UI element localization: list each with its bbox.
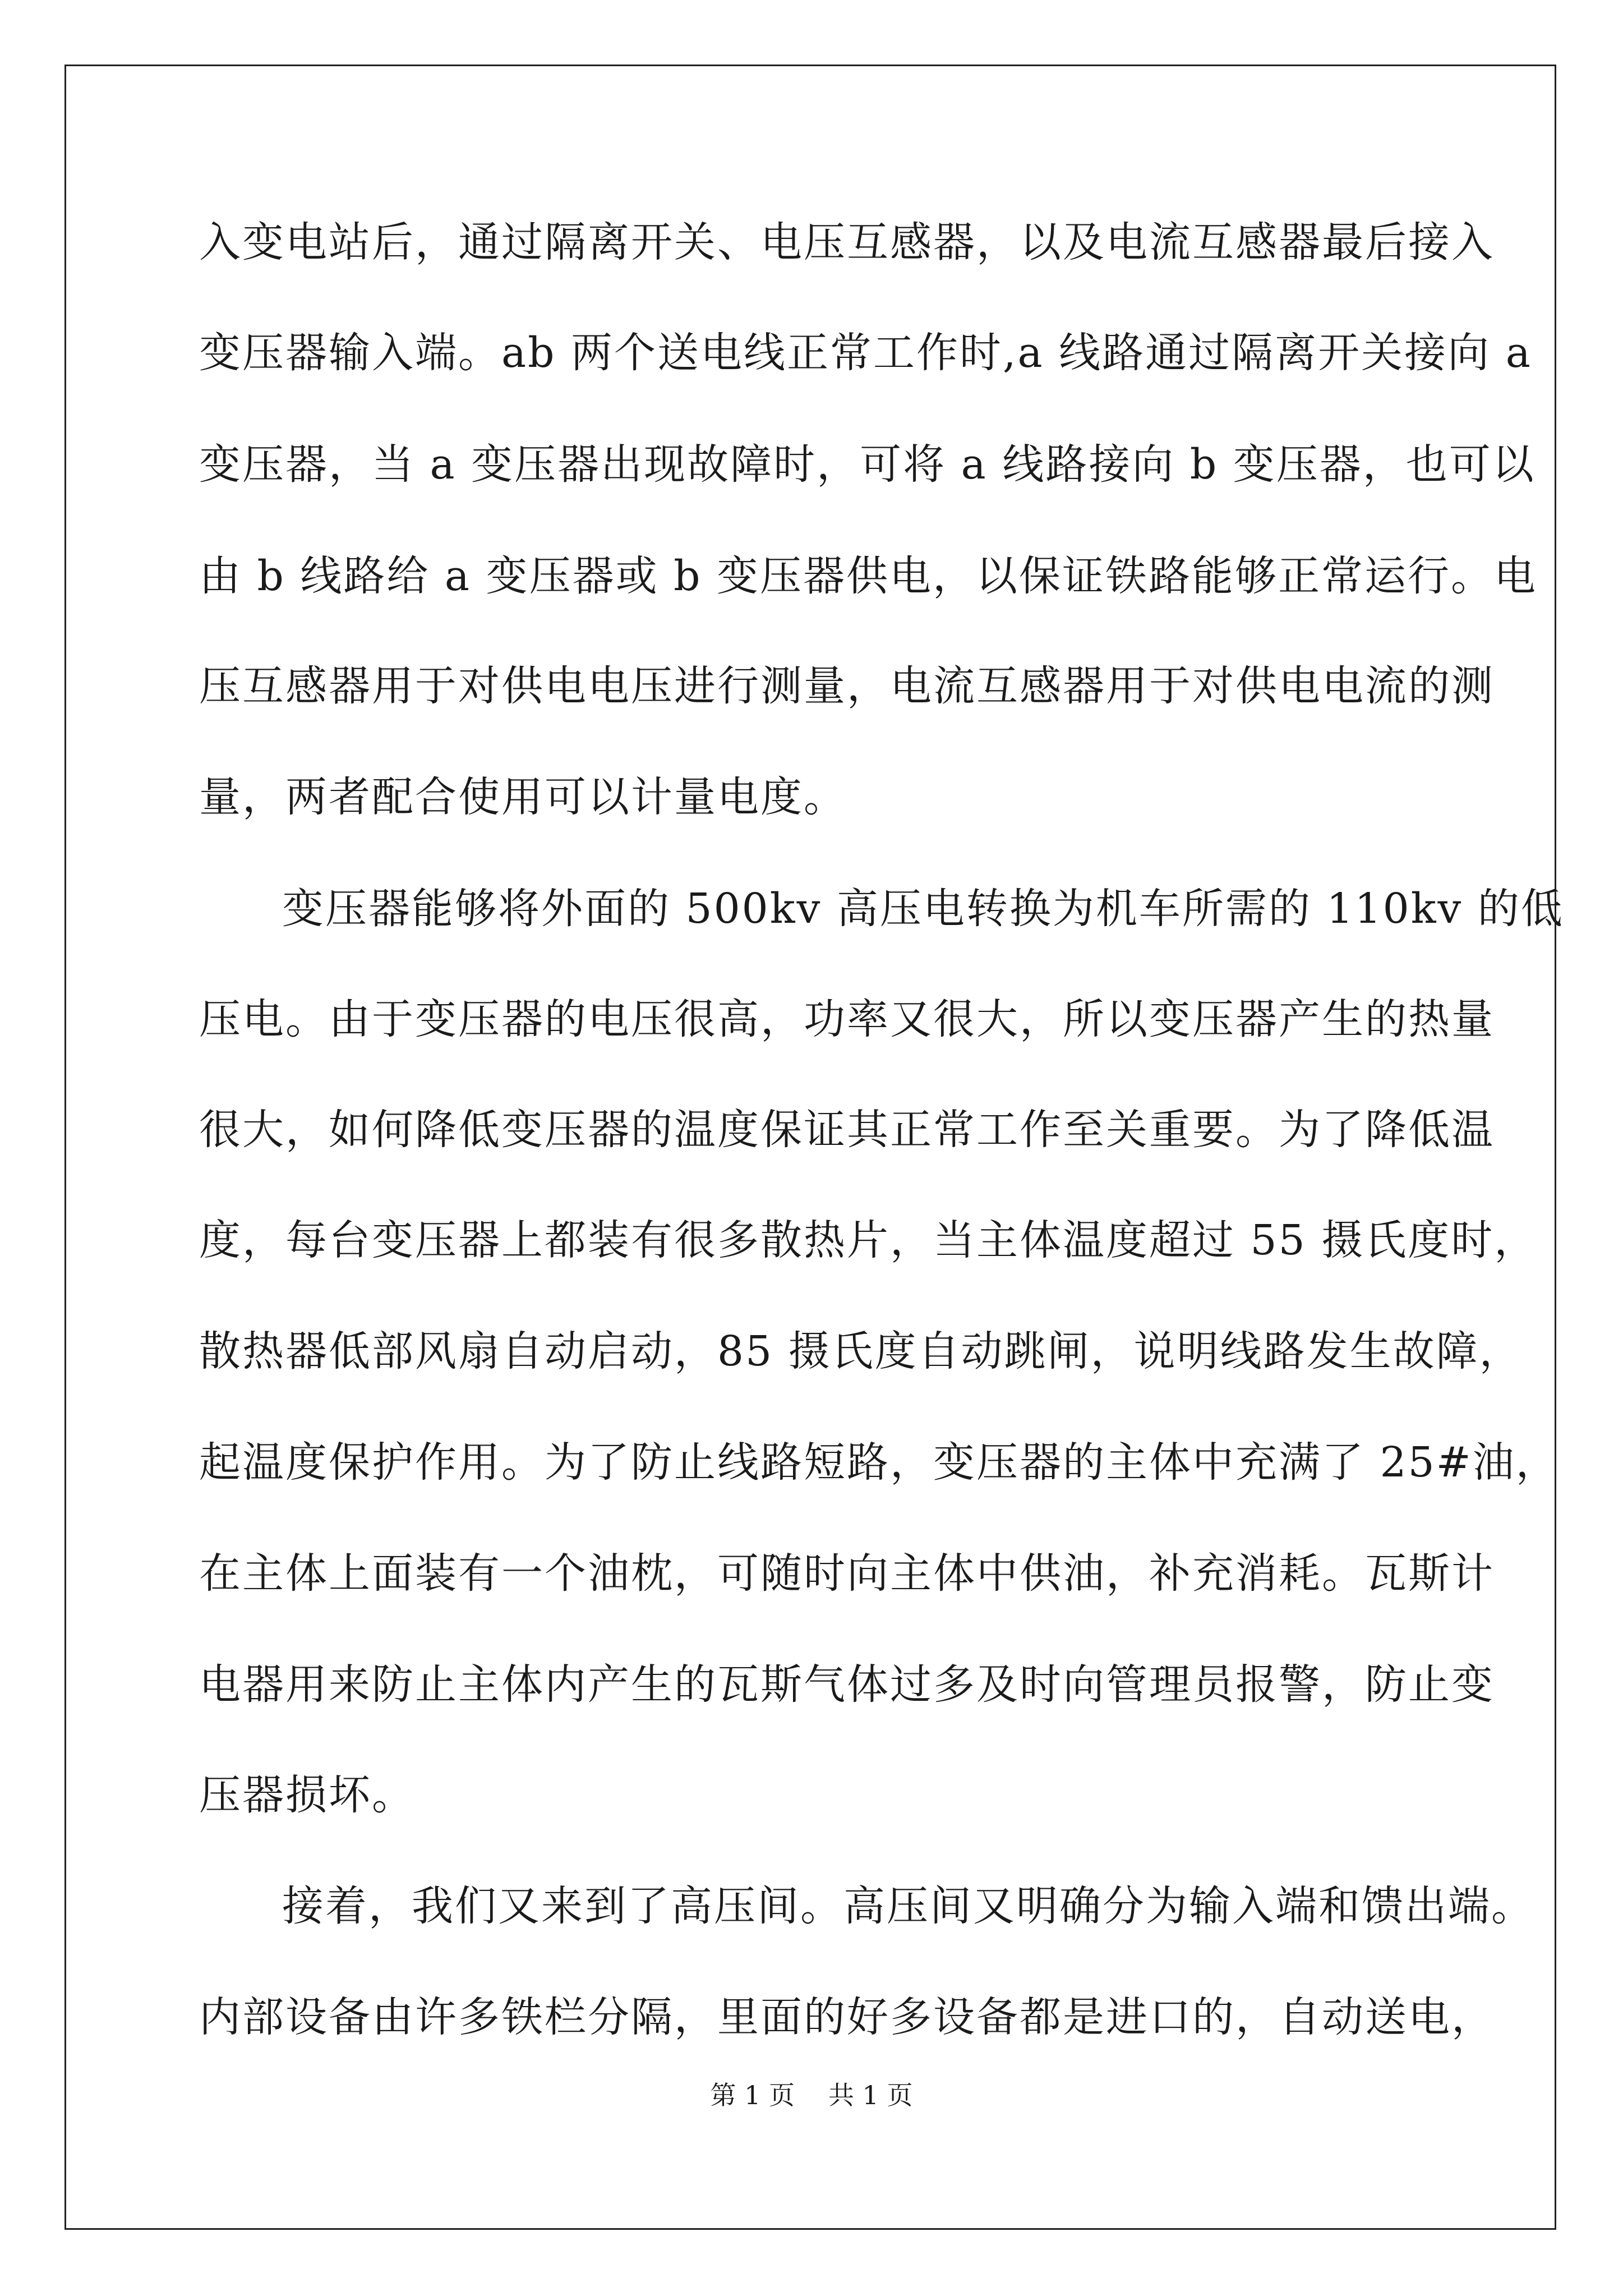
page-total: 共 1 页 [828,2080,913,2110]
text-line: 入变电站后，通过隔离开关、电压互感器，以及电流互感器最后接入 [199,218,1495,266]
text-line: 压互感器用于对供电电压进行测量，电流互感器用于对供电电流的测 [199,662,1495,710]
text-line: 度，每台变压器上都装有很多散热片，当主体温度超过 55 摄氏度时， [199,1216,1538,1264]
text-line: 变压器输入端。ab 两个送电线正常工作时,a 线路通过隔离开关接向 a [199,329,1532,377]
text-line: 量，两者配合使用可以计量电度。 [199,773,847,821]
text-line: 由 b 线路给 a 变压器或 b 变压器供电，以保证铁路能够正常运行。电 [199,552,1537,600]
text-line: 电器用来防止主体内产生的瓦斯气体过多及时向管理员报警，防止变 [199,1660,1495,1709]
text-line: 变压器，当 a 变压器出现故障时，可将 a 线路接向 b 变压器，也可以 [199,440,1536,489]
text-line: 压电。由于变压器的电压很高，功率又很大，所以变压器产生的热量 [199,995,1495,1043]
text-line: 内部设备由许多铁栏分隔，里面的好多设备都是进口的，自动送电， [199,1993,1495,2041]
page-number: 第 1 页 [710,2080,795,2110]
page-footer [0,2078,1623,2112]
paragraph-first-line: 接着，我们又来到了高压间。高压间又明确分为输入端和馈出端。 [282,1882,1534,1930]
text-line: 压器损坏。 [199,1771,415,1819]
text-line: 起温度保护作用。为了防止线路短路，变压器的主体中充满了 25#油， [199,1438,1559,1487]
text-line: 散热器低部风扇自动启动，85 摄氏度自动跳闸，说明线路发生故障， [199,1327,1523,1375]
paragraph-first-line: 变压器能够将外面的 500kv 高压电转换为机车所需的 110kv 的低 [282,885,1564,933]
text-line: 很大，如何降低变压器的温度保证其正常工作至关重要。为了降低温 [199,1106,1495,1154]
text-line: 在主体上面装有一个油枕，可随时向主体中供油，补充消耗。瓦斯计 [199,1549,1495,1598]
